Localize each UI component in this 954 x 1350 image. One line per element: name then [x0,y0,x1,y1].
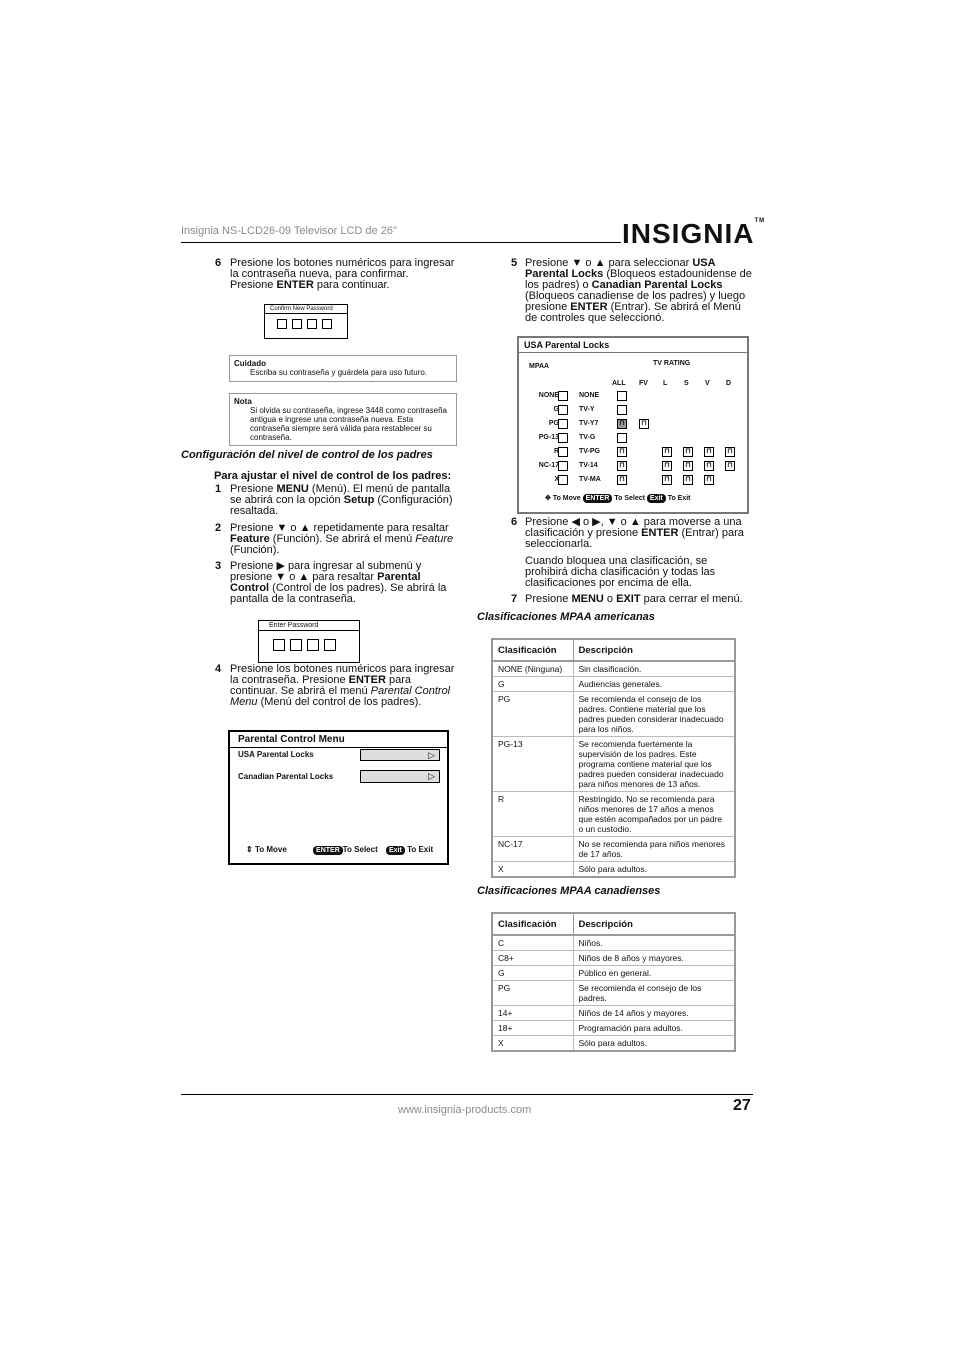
table-row [492,862,735,878]
mpaa-rating-row[interactable]: NONE [525,391,573,403]
description-cell: Sólo para adultos. [573,862,735,878]
table-row [492,1006,735,1021]
table-row [492,1021,735,1036]
canadian-table-title: Clasificaciones MPAA canadienses [477,885,661,897]
lock-icon: ⊓ [639,419,649,429]
table-row [492,661,735,677]
table-row [492,837,735,862]
description-cell: Restringido. No se recomienda para niños menores de 17 años a menos que estén acompañados por un padre o un custodio. [573,792,735,837]
mpaa-rating-row[interactable]: PG [525,419,573,431]
checkbox-icon [558,419,568,429]
rating-cell: PG-13 [492,737,573,792]
document-header-title: Insignia NS-LCD26-09 Televisor LCD de 26" [181,225,397,237]
rating-cell: C8+ [492,951,573,966]
checkbox-icon [558,433,568,443]
mpaa-rating-row[interactable]: G [525,405,573,417]
confirm-password-screen: Confirm New Password [264,304,348,339]
canadian-ratings-table: Clasificación Descripción C Niños. C8+ Niños de 8 años y mayores. G Público en general. PG Se recomienda el consejo de los padres. 14+ Niños de 14 años y mayores. 18+ Programación para adultos. X Sólo para adultos. [491,912,736,1052]
note-box: Nota Si olvida su contraseña, ingrese 3448 como contraseña antigua e ingrese una contraseña nueva. Esta contraseña siempre será válida para restablecer su contraseña. [229,393,457,446]
tv-rating-row[interactable]: TV-14 ⊓ ⊓ ⊓ ⊓ ⊓ [579,461,749,473]
page-number: 27 [733,1097,751,1114]
description-cell: Se recomienda el consejo de los padres. Contiene material que los padres pueden considerar inadecuado para los niños. [573,692,735,737]
header-rule [181,242,621,243]
rating-cell: NONE (Ninguna) [492,661,573,677]
sub-title: Para ajustar el nivel de control de los padres: [214,470,452,482]
tv-rating-column-label: ALL [612,380,626,387]
tv-rating-row[interactable]: TV-MA ⊓ ⊓ ⊓ ⊓ [579,475,749,487]
rating-cell: NC-17 [492,837,573,862]
mpaa-rating-row[interactable]: PG-13 [525,433,573,445]
parental-control-menu-screen: Parental Control Menu USA Parental Locks ▷ Canadian Parental Locks ▷ ⇕ To Move ENTER To Select Exit To Exit [228,730,449,865]
description-cell: Niños. [573,935,735,951]
mpaa-rating-row[interactable]: NC-17 [525,461,573,473]
up-down-arrows-icon: ⇕ [246,845,253,854]
table-row [492,1036,735,1052]
table-row [492,951,735,966]
description-cell: Programación para adultos. [573,1021,735,1036]
lock-icon: ⊓ [683,447,693,457]
tv-rating-row[interactable]: TV-G [579,433,749,445]
lock-icon: ⊓ [704,461,714,471]
lock-icon: ⊓ [725,461,735,471]
table-row [492,935,735,951]
table-row [492,792,735,837]
description-cell: Niños de 14 años y mayores. [573,1006,735,1021]
description-cell: Audiencias generales. [573,677,735,692]
tv-rating-column-label: D [726,380,732,387]
lock-icon: ⊓ [683,475,693,485]
lock-icon: ⊓ [662,475,672,485]
description-cell: Público en general. [573,966,735,981]
tv-rating-column-label: L [663,380,668,387]
mpaa-rating-row[interactable]: R [525,447,573,459]
table-row [492,737,735,792]
rating-cell: PG [492,981,573,1006]
lock-icon: ⊓ [617,419,627,429]
footer-rule [181,1094,753,1095]
mpaa-rating-row[interactable]: X [525,475,573,487]
rating-cell: G [492,677,573,692]
table-row [492,966,735,981]
tv-rating-column-label: S [684,380,689,387]
description-cell: Sin clasificación. [573,661,735,677]
table-row [492,981,735,1006]
step-6-note: Cuando bloquea una clasificación, se prohibirá dicha clasificación y todas las clasificaciones por encima de ella. [525,555,716,589]
lock-icon: ⊓ [617,461,627,471]
checkbox-icon [558,461,568,471]
tv-rating-column-label: FV [639,380,648,387]
lock-icon: ⊓ [683,461,693,471]
tv-rating-row[interactable]: NONE [579,391,749,403]
rating-cell: G [492,966,573,981]
description-cell: No se recomienda para niños menores de 17 años. [573,837,735,862]
checkbox-icon [617,391,627,401]
step-6-text: Presione los botones numéricos para ingresar la contraseña nueva, para confirmar. Presione ENTER para continuar. [230,257,455,291]
description-cell: Se recomienda fuertemente la supervisión de los padres. Este programa contiene material que los padres pueden considerar inadecuado para niños menores de 13 años. [573,737,735,792]
tv-rating-column-label: V [705,380,710,387]
lock-icon: ⊓ [725,447,735,457]
usa-parental-locks-screen: USA Parental Locks MPAA TV RATING ALL FV L S V D NONE G PG PG-13 R NC-17 X NONE TV-Y TV-Y7 ⊓ ⊓ TV-G TV-PG ⊓ ⊓ ⊓ ⊓ ⊓ TV-14 ⊓ ⊓ ⊓ ⊓ ⊓ TV-MA ⊓ ⊓ ⊓ ⊓ ✥ To Move ENTER To Select Exit To Exit [517,336,749,514]
table-row [492,692,735,737]
checkbox-icon [558,447,568,457]
lock-icon: ⊓ [617,447,627,457]
rating-cell: 18+ [492,1021,573,1036]
tv-rating-row[interactable]: TV-Y [579,405,749,417]
move-arrows-icon: ✥ [545,495,551,502]
chevron-right-icon: ▷ [360,749,440,761]
rating-cell: 14+ [492,1006,573,1021]
checkbox-icon [617,433,627,443]
lock-icon: ⊓ [662,461,672,471]
lock-icon: ⊓ [704,447,714,457]
table-row [492,677,735,692]
description-cell: Niños de 8 años y mayores. [573,951,735,966]
rating-cell: X [492,862,573,878]
enter-password-screen: Enter Password [258,620,360,663]
rating-cell: R [492,792,573,837]
lock-icon: ⊓ [662,447,672,457]
rating-cell: PG [492,692,573,737]
rating-cell: C [492,935,573,951]
usa-table-title: Clasificaciones MPAA americanas [477,611,655,623]
footer-url: www.insignia-products.com [398,1104,532,1116]
rating-cell: X [492,1036,573,1052]
caution-box: Cuidado Escriba su contraseña y guárdela para uso futuro. [229,355,457,382]
section-title: Configuración del nivel de control de los padres [181,449,433,461]
checkbox-icon [558,405,568,415]
tv-rating-row[interactable]: TV-PG ⊓ ⊓ ⊓ ⊓ ⊓ [579,447,749,459]
checkbox-icon [558,391,568,401]
checkbox-icon [558,475,568,485]
description-cell: Sólo para adultos. [573,1036,735,1052]
lock-icon: ⊓ [617,475,627,485]
usa-ratings-table: Clasificación Descripción NONE (Ninguna) Sin clasificación. G Audiencias generales. PG Se recomienda el consejo de los padres. Contiene material que los padres pueden considerar inadecuado para los niños. PG-13 Se recomienda fuertemente la supervisión de los padres. Este programa contiene material que los padres pueden considerar inadecuado para niños menores de 13 años. R Restringido. No se recomienda para niños menores de 17 años a menos que estén acompañados por un padre o un custodio. NC-17 No se recomienda para niños menores de 17 años. X Sólo para adultos. [491,638,736,878]
description-cell: Se recomienda el consejo de los padres. [573,981,735,1006]
lock-icon: ⊓ [704,475,714,485]
insignia-logo: INSIGNIA™ [622,218,766,249]
checkbox-icon [617,405,627,415]
chevron-right-icon: ▷ [360,770,440,783]
tv-rating-row[interactable]: TV-Y7 ⊓ ⊓ [579,419,749,431]
